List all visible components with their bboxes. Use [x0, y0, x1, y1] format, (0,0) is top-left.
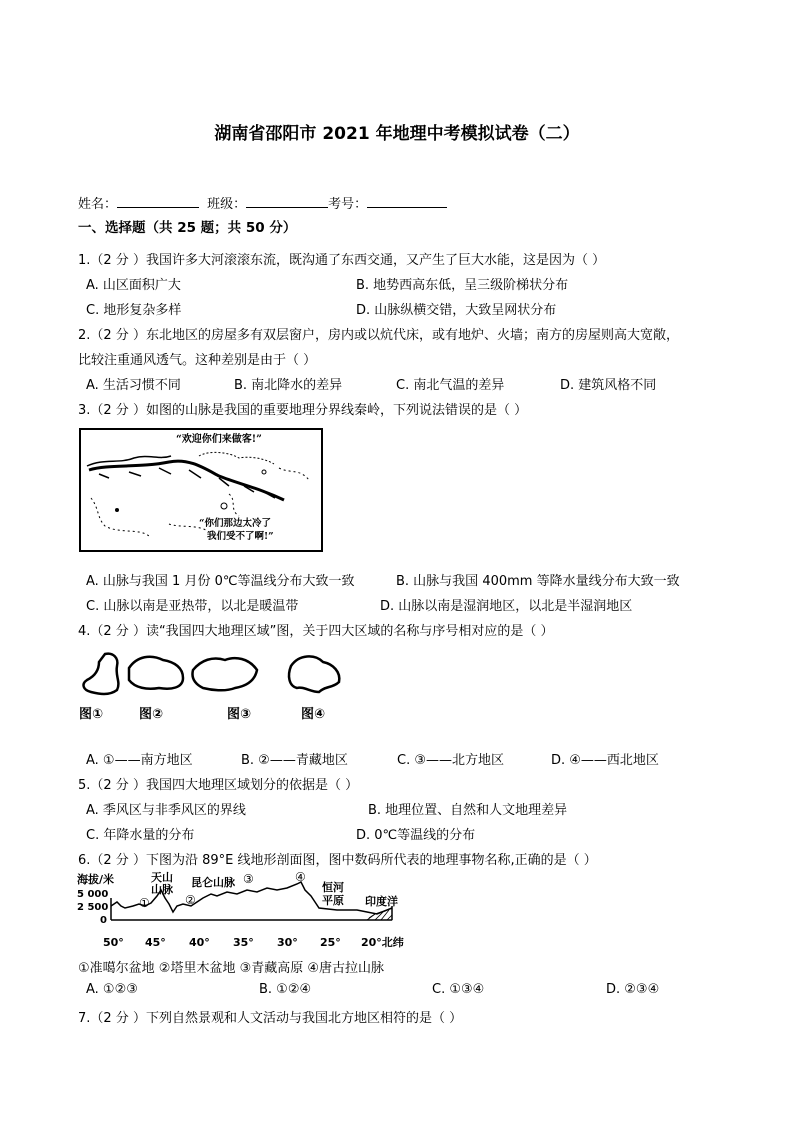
q1-option-a[interactable]: A. 山区面积广大 [86, 278, 181, 293]
q4-option-d[interactable]: D. ④——西北地区 [551, 753, 659, 768]
q3-option-d[interactable]: D. 山脉以南是湿润地区，以北是半湿润地区 [380, 599, 633, 614]
label-kunlun: 昆仑山脉 [191, 876, 235, 889]
label-indian-ocean: 印度洋 [365, 895, 398, 908]
figure-caption-bottom-1: “你们那边太冷了 [199, 518, 271, 529]
q1-option-c[interactable]: C. 地形复杂多样 [86, 303, 182, 318]
student-info [78, 193, 447, 212]
q6-option-c[interactable]: C. ①③④ [432, 982, 485, 997]
question-5-stem: 5.（2 分 ）我国四大地理区域划分的依据是（ ） [78, 778, 359, 793]
xtick-25: 25° [320, 936, 341, 949]
class-label: 班级： [207, 197, 247, 212]
profile-num-1: ① [139, 896, 150, 910]
xtick-30: 30° [277, 936, 298, 949]
question-4-stem: 4.（2 分 ）读“我国四大地理区域”图，关于四大区域的名称与序号相对应的是（ ） [78, 624, 554, 639]
fig-label-1: 图① [79, 707, 104, 722]
figure-caption-bottom-2: 我们受不了啊!” [207, 531, 274, 542]
q2-option-d[interactable]: D. 建筑风格不同 [560, 378, 657, 393]
ytick-2500: 2 500 [77, 902, 109, 913]
question-2-stem: 2.（2 分 ）东北地区的房屋多有双层窗户，房内或以炕代床，或有地炉、火墙；南方的房屋则高大宽敞， [78, 328, 679, 343]
ytick-0: 0 [100, 915, 107, 926]
q6-option-d[interactable]: D. ②③④ [606, 982, 660, 997]
fig-label-2: 图② [139, 707, 164, 722]
q5-option-d[interactable]: D. 0℃等温线的分布 [356, 828, 476, 843]
profile-num-4: ④ [295, 870, 306, 884]
section-heading: 一、选择题（共 25 题；共 50 分） [78, 220, 297, 236]
label-tianshan: 天山 [151, 871, 173, 884]
figure-caption-top: “欢迎你们来做客!” [176, 434, 262, 445]
question-1-stem: 1.（2 分 ）我国许多大河滚滚东流，既沟通了东西交通，又产生了巨大水能，这是因为（ ） [78, 253, 606, 268]
class-blank[interactable] [246, 193, 328, 208]
q6-option-b[interactable]: B. ①②④ [259, 982, 312, 997]
name-label: 姓名： [78, 197, 118, 212]
name-blank[interactable] [117, 193, 199, 208]
q6-items: ①准噶尔盆地 ②塔里木盆地 ③青藏高原 ④唐古拉山脉 [78, 961, 385, 976]
q5-option-c[interactable]: C. 年降水量的分布 [86, 828, 195, 843]
profile-ylabel: 海拔/米 [77, 873, 115, 886]
q5-option-b[interactable]: B. 地理位置、自然和人文地理差异 [368, 803, 568, 818]
xtick-40: 40° [189, 936, 210, 949]
question-3-stem: 3.（2 分 ）如图的山脉是我国的重要地理分界线秦岭，下列说法错误的是（ ） [78, 403, 528, 418]
q2-option-b[interactable]: B. 南北降水的差异 [234, 378, 343, 393]
xtick-45: 45° [145, 936, 166, 949]
q1-option-b[interactable]: B. 地势西高东低，呈三级阶梯状分布 [356, 278, 569, 293]
q6-option-a[interactable]: A. ①②③ [86, 982, 138, 997]
q3-option-c[interactable]: C. 山脉以南是亚热带，以北是暖温带 [86, 599, 299, 614]
four-regions-figure [79, 648, 349, 724]
label-henghe: 恒河 [322, 881, 344, 894]
q1-option-d[interactable]: D. 山脉纵横交错，大致呈网状分布 [356, 303, 557, 318]
number-label: 考号： [328, 197, 368, 212]
ytick-5000: 5 000 [77, 889, 109, 900]
q2-option-c[interactable]: C. 南北气温的差异 [396, 378, 505, 393]
label-henghe-2: 平原 [322, 894, 344, 907]
fig-label-4: 图④ [301, 707, 326, 722]
q4-option-a[interactable]: A. ①——南方地区 [86, 753, 193, 768]
q4-option-c[interactable]: C. ③——北方地区 [397, 753, 504, 768]
q2-option-a[interactable]: A. 生活习惯不同 [86, 378, 181, 393]
xtick-50: 50° [103, 936, 124, 949]
fig-label-3: 图③ [227, 707, 252, 722]
profile-num-3: ③ [243, 872, 254, 886]
question-7-stem: 7.（2 分 ）下列自然景观和人文活动与我国北方地区相符的是（ ） [78, 1011, 463, 1026]
q5-option-a[interactable]: A. 季风区与非季风区的界线 [86, 803, 246, 818]
page-title: 湖南省邵阳市 2021 年地理中考模拟试卷（二） [214, 124, 580, 144]
label-tianshan-2: 山脉 [151, 883, 173, 896]
terrain-profile-figure [77, 868, 407, 952]
question-2-stem-cont: 比较注重通风透气。这种差别是由于（ ） [78, 353, 317, 368]
xtick-20: 20°北纬 [361, 936, 404, 949]
question-6-stem: 6.（2 分 ）下图为沿 89°E 线地形剖面图，图中数码所代表的地理事物名称,正确的是（ ） [78, 853, 597, 868]
profile-num-2: ② [185, 893, 196, 907]
q3-option-b[interactable]: B. 山脉与我国 400mm 等降水量线分布大致一致 [396, 574, 680, 589]
number-blank[interactable] [367, 193, 447, 208]
q3-option-a[interactable]: A. 山脉与我国 1 月份 0℃等温线分布大致一致 [86, 574, 355, 589]
q4-option-b[interactable]: B. ②——青藏地区 [241, 753, 348, 768]
qinling-figure [79, 428, 323, 552]
xtick-35: 35° [233, 936, 254, 949]
